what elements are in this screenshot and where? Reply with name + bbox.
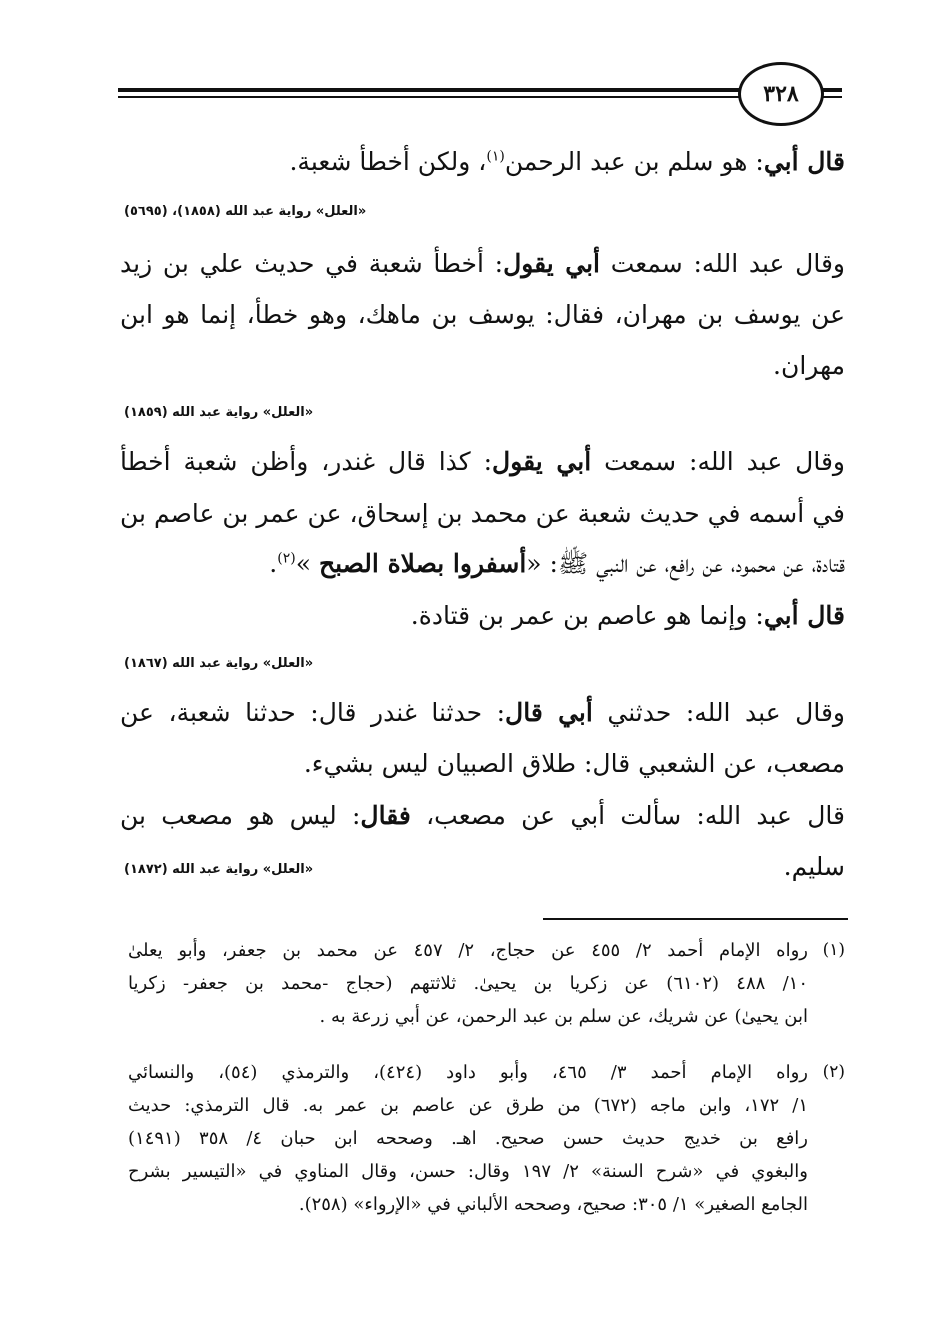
speaker-label: قال أبي xyxy=(763,147,845,176)
footnote-line: ١/ ١٧٢، وابن ماجه (٦٧٢) من طرق عن عاصم بن عمر به. قال الترمذي: حديث xyxy=(128,1095,808,1116)
speaker-label: أبي يقول xyxy=(503,249,600,278)
footnote-line: رواه الإمام أحمد ٣/ ٤٦٥، وأبو داود (٤٢٤)، والترمذي (٥٤)، والنسائي xyxy=(128,1062,808,1083)
footnote-ref: (١) xyxy=(486,148,505,165)
paragraph-line: وقال عبد الله: سمعت أبي يقول: أخطأ شعبة في حديث علي بن زيد xyxy=(120,249,845,278)
footnote-line: ابن يحيىٰ) عن شريك، عن سلم بن عبد الرحمن، عن أبي زرعة به . xyxy=(319,1006,808,1027)
paragraph-line: قتادة، عن محمود، عن رافع، عن النبي ﷺ: «أسفروا بصلاة الصبح »$^{(٢)}$. xyxy=(269,549,845,578)
page-number: ٣٢٨ xyxy=(738,62,824,126)
source-citation: «العلل» رواية عبد الله (١٨٥٩) xyxy=(124,405,314,420)
footnote-line: والبغوي في «شرح السنة» ٢/ ١٩٧ وقال: حسن، وقال المناوي في «التيسير بشرح xyxy=(128,1161,808,1182)
paragraph-line: وقال عبد الله: حدثني أبي قال: حدثنا غندر قال: حدثنا شعبة، عن xyxy=(120,698,845,727)
header-rule-top xyxy=(118,88,742,92)
footnote-line: الجامع الصغير» ١/ ٣٠٥: صحيح، وصححه الألباني في «الإرواء» (٢٥٨). xyxy=(298,1194,808,1215)
paragraph-line: سليم. xyxy=(783,852,845,881)
speaker-label: أبي يقول xyxy=(492,447,592,476)
paragraph-line: وقال عبد الله: سمعت أبي يقول: كذا قال غندر، وأظن شعبة أخطأ xyxy=(120,447,845,476)
speaker-label: فقال xyxy=(360,801,411,830)
source-citation: «العلل» رواية عبد الله (١٨٥٨)، (٥٦٩٥) xyxy=(124,204,367,219)
paragraph-line: قال أبي: وإنما هو عاصم بن عمر بن قتادة. xyxy=(410,601,845,630)
footnote-number: (١) xyxy=(822,940,845,960)
header-rule-bottom xyxy=(118,96,742,98)
paragraph-line: مصعب، عن الشعبي قال: طلاق الصبيان ليس بشيء. xyxy=(303,749,845,778)
hadith-text: أسفروا بصلاة الصبح xyxy=(318,549,527,578)
paragraph-line: في أسمه في حديث شعبة عن محمد بن إسحاق، عن عمر بن عاصم بن xyxy=(120,499,845,528)
paragraph-line: عن يوسف بن مهران، فقال: يوسف بن ماهك، وهو خطأ، إنما هو ابن xyxy=(120,300,845,329)
footnote-line: رافع بن خديج حديث حسن صحيح. اهـ. وصححه ابن حبان ٤/ ٣٥٨ (١٤٩١) xyxy=(128,1128,808,1149)
footnote-line: ١٠/ ٤٨٨ (٦١٠٢) عن زكريا بن يحيىٰ. ثلاثتهم (حجاج -محمد بن جعفر- زكريا xyxy=(128,973,808,994)
source-citation: «العلل» رواية عبد الله (١٨٧٢) xyxy=(124,862,314,877)
paragraph-line: قال عبد الله: سألت أبي عن مصعب، فقال: ليس هو مصعب بن xyxy=(120,801,845,830)
footnote-ref: (٢) xyxy=(277,550,296,567)
speaker-label: أبي قال xyxy=(505,698,593,727)
footnote-separator xyxy=(543,918,848,920)
paragraph-line: قال أبي: هو سلم بن عبد الرحمن$^{(١)}$، ولكن أخطأ شعبة. xyxy=(289,147,845,176)
source-citation: «العلل» رواية عبد الله (١٨٦٧) xyxy=(124,656,314,671)
speaker-label: قال أبي xyxy=(763,601,845,630)
paragraph-line: مهران. xyxy=(773,351,845,380)
footnote-number: (٢) xyxy=(822,1062,845,1082)
footnote-line: رواه الإمام أحمد ٢/ ٤٥٥ عن حجاج، ٢/ ٤٥٧ عن محمد بن جعفر، وأبو يعلىٰ xyxy=(128,940,808,961)
